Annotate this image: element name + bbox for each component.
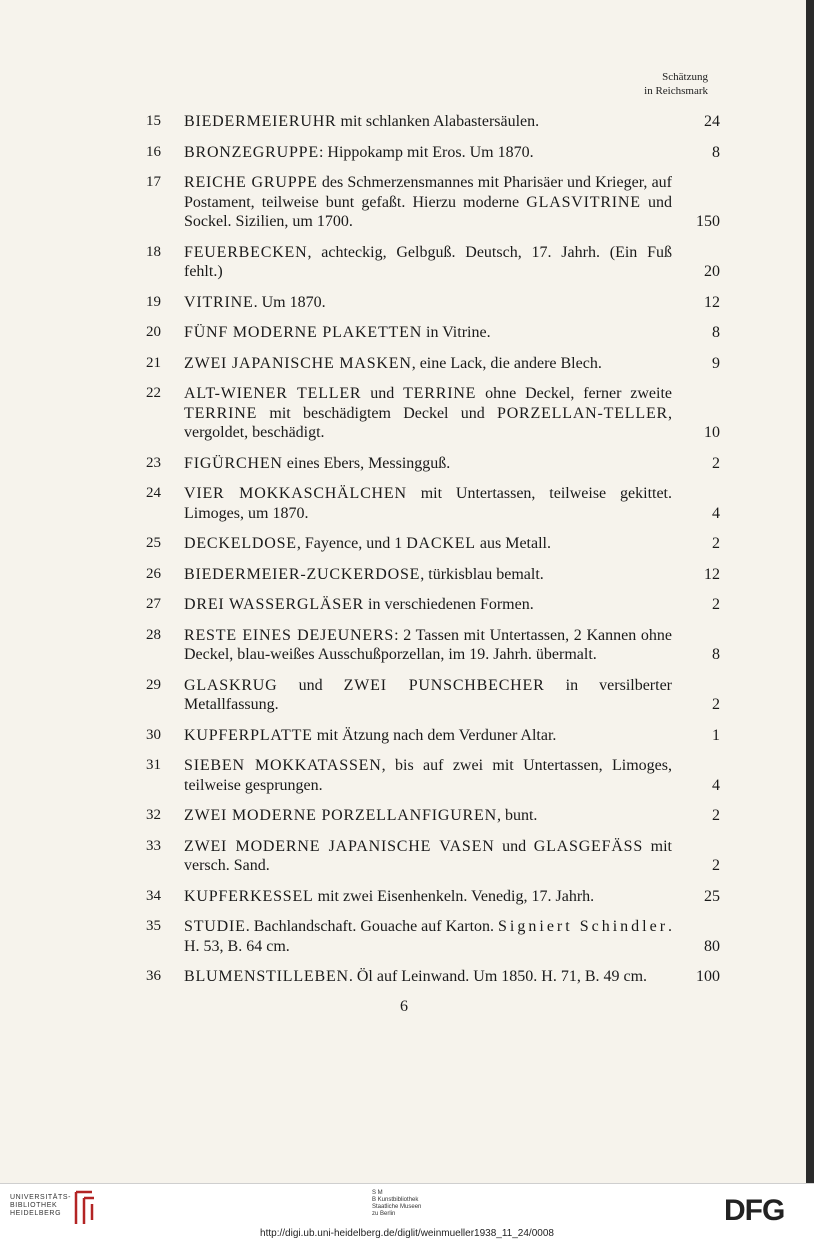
entry-description: [184, 565, 672, 585]
smb-line-2: B Kunstbibliothek: [372, 1197, 419, 1203]
entry-text: mit beschädigtem Deckel und: [257, 404, 497, 422]
entry-description: [184, 534, 672, 554]
entry-item-name: GLASGEFÄSS: [533, 837, 644, 855]
entry-item-name: KUPFERKESSEL: [184, 887, 314, 905]
entry-price: 2: [712, 596, 720, 613]
entry-item-name: FIGÜRCHEN: [184, 454, 283, 472]
entry-text: mit Untertassen, teilweise gekittet. Limoges, um 1870.: [184, 485, 672, 522]
entry-item-name: PORZELLAN-TELLER: [497, 404, 668, 422]
entry-number: 15: [146, 113, 161, 129]
entry-text: . H. 53, B. 64 cm.: [184, 918, 673, 955]
entry-description: [184, 887, 672, 907]
entry-item-name: ZWEI JAPANISCHE MASKEN: [184, 354, 412, 372]
entry-text: mit versch. Sand.: [184, 837, 672, 874]
entry-description: [184, 917, 672, 956]
entry-description: [184, 595, 672, 615]
entry-item-name: GLASVITRINE: [526, 193, 641, 211]
entry-item-name: BLUMENSTILLEBEN: [184, 968, 349, 985]
entry-description: [184, 112, 672, 132]
entry-item-name: ZWEI MODERNE JAPANISCHE VASEN: [184, 837, 495, 855]
entry-price: 2: [712, 535, 720, 552]
entry-description: [184, 806, 672, 826]
entry-price: 24: [704, 113, 720, 130]
entry-item-name: BIEDERMEIER-ZUCKERDOSE: [184, 565, 421, 583]
entry-text: mit schlanken Alabastersäulen.: [336, 113, 540, 130]
university-logo-icon: [72, 1190, 98, 1226]
catalogue-entry: [146, 354, 720, 374]
entry-item-name: TERRINE: [184, 404, 258, 422]
entry-description: [184, 756, 672, 795]
entry-price: 9: [712, 354, 720, 372]
entry-description: [184, 323, 672, 343]
entry-number: 23: [146, 454, 161, 471]
footer-bar: [0, 1183, 814, 1242]
source-url[interactable]: http://digi.ub.uni-heidelberg.de/diglit/weinmueller1938_11_24/0008: [260, 1228, 554, 1239]
entry-text: : 2 Tassen mit Untertassen, 2 Kannen ohne Deckel, blau-weißes Ausschußporzellan, im 19. Jahrh. übermalt.: [184, 626, 672, 663]
entry-description: [184, 676, 672, 715]
entry-price: 100: [696, 968, 720, 985]
entry-text: in versilberter Metallfassung.: [184, 676, 673, 713]
entry-text: , achteckig, Gelbguß. Deutsch, 17. Jahrh. (Ein Fuß fehlt.): [184, 243, 672, 280]
entry-description: [184, 243, 672, 282]
entry-item-name: ZWEI MODERNE PORZELLANFIGUREN: [184, 807, 497, 824]
entry-description: [184, 626, 672, 665]
entry-price: 4: [712, 504, 720, 522]
entry-price: 2: [712, 454, 720, 472]
entry-price: 150: [696, 213, 720, 230]
catalogue-entry: [146, 323, 720, 343]
catalogue-entry: [146, 806, 720, 826]
entry-price: 8: [712, 143, 720, 161]
entry-price: 12: [704, 293, 720, 311]
entry-number: 31: [146, 757, 161, 773]
entry-item-name: STUDIE: [184, 918, 246, 935]
catalogue-entry: [146, 756, 720, 795]
entry-number: 28: [146, 626, 161, 643]
entry-item-name: DECKELDOSE: [184, 535, 297, 552]
entry-number: 21: [146, 354, 161, 371]
entry-text: und: [494, 837, 534, 855]
dfg-logo: DFG: [724, 1194, 785, 1227]
entry-text: und: [277, 676, 344, 694]
entry-price: 8: [712, 324, 720, 341]
entry-text: mit Ätzung nach dem Verduner Altar.: [312, 726, 557, 744]
entry-price: 8: [712, 646, 720, 663]
catalogue-entry: [146, 384, 720, 443]
entry-description: [184, 354, 672, 374]
entry-text: des Schmerzensmannes mit Pharisäer und Krieger, auf Postament, teilweise bunt gefaßt. Hierzu moderne: [184, 174, 672, 211]
smb-line-4: zu Berlin: [372, 1211, 396, 1217]
entry-text: , bis auf zwei mit Untertassen, Limoges, teilweise gesprungen.: [184, 757, 672, 794]
catalogue-entry: [146, 484, 720, 523]
entry-number: 24: [146, 485, 161, 501]
entry-description: [184, 173, 672, 232]
entry-price: 4: [712, 776, 720, 794]
catalogue-entry: [146, 173, 720, 232]
entry-text: . Um 1870.: [253, 293, 326, 311]
column-header: [644, 70, 708, 98]
entry-text: ohne Deckel, ferner zweite: [476, 385, 673, 402]
entry-item-name: FÜNF MODERNE PLAKETTEN: [184, 324, 423, 341]
catalogue-entry: [146, 112, 720, 132]
entry-description: [184, 837, 672, 876]
university-library-label: [10, 1194, 71, 1218]
entry-item-name: BRONZEGRUPPE: [184, 143, 319, 161]
page-number: 6: [400, 998, 408, 1015]
entry-number: 30: [146, 726, 161, 743]
entry-description: [184, 384, 672, 443]
entry-text: , eine Lack, die andere Blech.: [411, 354, 602, 372]
catalogue-entry: [146, 595, 720, 615]
entry-price: 2: [712, 857, 720, 874]
entry-number: 19: [146, 293, 161, 310]
catalogue-entry: [146, 837, 720, 876]
catalogue-entry: [146, 887, 720, 907]
entry-number: 34: [146, 887, 161, 904]
entry-price: 25: [704, 887, 720, 905]
header-line-2: in Reichsmark: [644, 85, 708, 97]
entry-price: 10: [704, 424, 720, 441]
entry-text: und Sockel. Sizilien, um 1700.: [184, 193, 672, 230]
entry-text: und: [361, 385, 404, 402]
entry-text: mit zwei Eisenhenkeln. Venedig, 17. Jahrh.: [313, 887, 595, 905]
catalogue-entry: [146, 626, 720, 665]
entry-number: 35: [146, 918, 161, 934]
entry-description: [184, 293, 672, 313]
entry-number: 27: [146, 596, 161, 612]
entry-number: 36: [146, 968, 161, 984]
entry-number: 26: [146, 565, 161, 582]
entry-number: 20: [146, 324, 161, 340]
entry-text: Signiert Schindler: [498, 918, 669, 935]
entry-item-name: ALT-WIENER TELLER: [184, 385, 362, 402]
header-line-1: Schätzung: [662, 71, 708, 83]
entry-item-name: ZWEI PUNSCHBECHER: [343, 676, 545, 694]
entry-description: [184, 143, 672, 163]
entry-item-name: TERRINE: [403, 385, 477, 402]
entry-item-name: GLASKRUG: [184, 676, 278, 694]
entry-number: 16: [146, 143, 161, 160]
entry-text: in Vitrine.: [422, 324, 491, 341]
catalogue-entry: [146, 243, 720, 282]
entry-item-name: SIEBEN MOKKATASSEN: [184, 757, 382, 774]
entry-text: , Fayence, und 1: [296, 535, 407, 552]
smb-line-1: S M: [372, 1190, 383, 1196]
entry-price: 2: [712, 807, 720, 824]
kunstbibliothek-label: [372, 1190, 421, 1218]
entry-number: 22: [146, 385, 161, 401]
entry-number: 18: [146, 243, 161, 260]
catalogue-entry: [146, 676, 720, 715]
entry-item-name: RESTE EINES DEJEUNERS: [184, 626, 395, 644]
entry-price: 12: [704, 565, 720, 583]
catalogue-entry: [146, 534, 720, 554]
entry-text: , türkisblau bemalt.: [420, 565, 544, 583]
entry-description: [184, 484, 672, 523]
entry-item-name: DREI WASSERGLÄSER: [184, 596, 364, 613]
uni-line-2: BIBLIOTHEK: [10, 1202, 58, 1209]
catalogue-entry: [146, 967, 720, 987]
entry-number: 29: [146, 676, 161, 693]
entry-item-name: VIER MOKKASCHÄLCHEN: [184, 485, 407, 502]
entry-item-name: REICHE GRUPPE: [184, 174, 318, 191]
entry-item-name: DACKEL: [406, 535, 476, 552]
catalogue-entries: [146, 112, 720, 998]
entry-item-name: VITRINE: [184, 293, 254, 311]
uni-line-3: HEIDELBERG: [10, 1210, 62, 1217]
catalogue-entry: [146, 454, 720, 474]
entry-description: [184, 454, 672, 474]
entry-text: , bunt.: [496, 807, 538, 824]
entry-text: : Hippokamp mit Eros. Um 1870.: [318, 143, 534, 161]
entry-text: aus Metall.: [475, 535, 551, 552]
entry-price: 80: [704, 937, 720, 955]
entry-description: [184, 726, 672, 746]
catalogue-entry: [146, 917, 720, 956]
smb-line-3: Staatliche Museen: [372, 1204, 422, 1210]
uni-line-1: UNIVERSITÄTS-: [10, 1194, 72, 1201]
entry-number: 25: [146, 535, 161, 551]
entry-text: . Öl auf Leinwand. Um 1850. H. 71, B. 49 cm.: [348, 968, 648, 985]
entry-price: 20: [704, 263, 720, 280]
entry-price: 2: [712, 696, 720, 713]
entry-item-name: FEUERBECKEN: [184, 243, 308, 261]
catalogue-entry: [146, 726, 720, 746]
entry-number: 33: [146, 837, 161, 854]
entry-text: . Bachlandschaft. Gouache auf Karton.: [245, 918, 499, 935]
catalogue-entry: [146, 565, 720, 585]
entry-item-name: KUPFERPLATTE: [184, 726, 313, 744]
catalogue-entry: [146, 293, 720, 313]
entry-text: in verschiedenen Formen.: [364, 596, 534, 613]
catalogue-entry: [146, 143, 720, 163]
entry-number: 17: [146, 174, 161, 190]
entry-text: , vergoldet, beschädigt.: [184, 404, 672, 441]
entry-price: 1: [712, 726, 720, 744]
entry-text: eines Ebers, Messingguß.: [282, 454, 451, 472]
entry-number: 32: [146, 807, 161, 823]
entry-item-name: BIEDERMEIERUHR: [184, 113, 337, 130]
entry-description: [184, 967, 672, 987]
page-edge: [806, 0, 814, 1183]
